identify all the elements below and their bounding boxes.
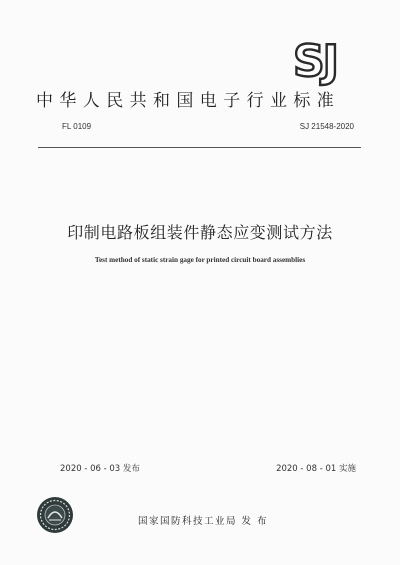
standard-number: SJ 21548-2020 [299,122,354,131]
implementation-date: 2020 - 08 - 01 实施 [276,464,356,474]
document-title-english: Test method of static strain gage for printed circuit board assemblies [94,256,306,264]
classification-code: FL 0109 [62,122,92,131]
certification-seal-icon [36,496,74,534]
issue-date: 2020 - 06 - 03 发布 [60,464,140,474]
sj-logo [286,36,344,87]
sj-logo-text: SJ [292,36,338,87]
header-divider [38,147,361,148]
document-title-chinese: 印制电路板组装件静态应变测试方法 [67,223,333,242]
industry-standard-title: 中华人民共和国电子行业标准 [36,91,341,111]
publisher: 国家国防科技工业局 发 布 [138,516,269,527]
